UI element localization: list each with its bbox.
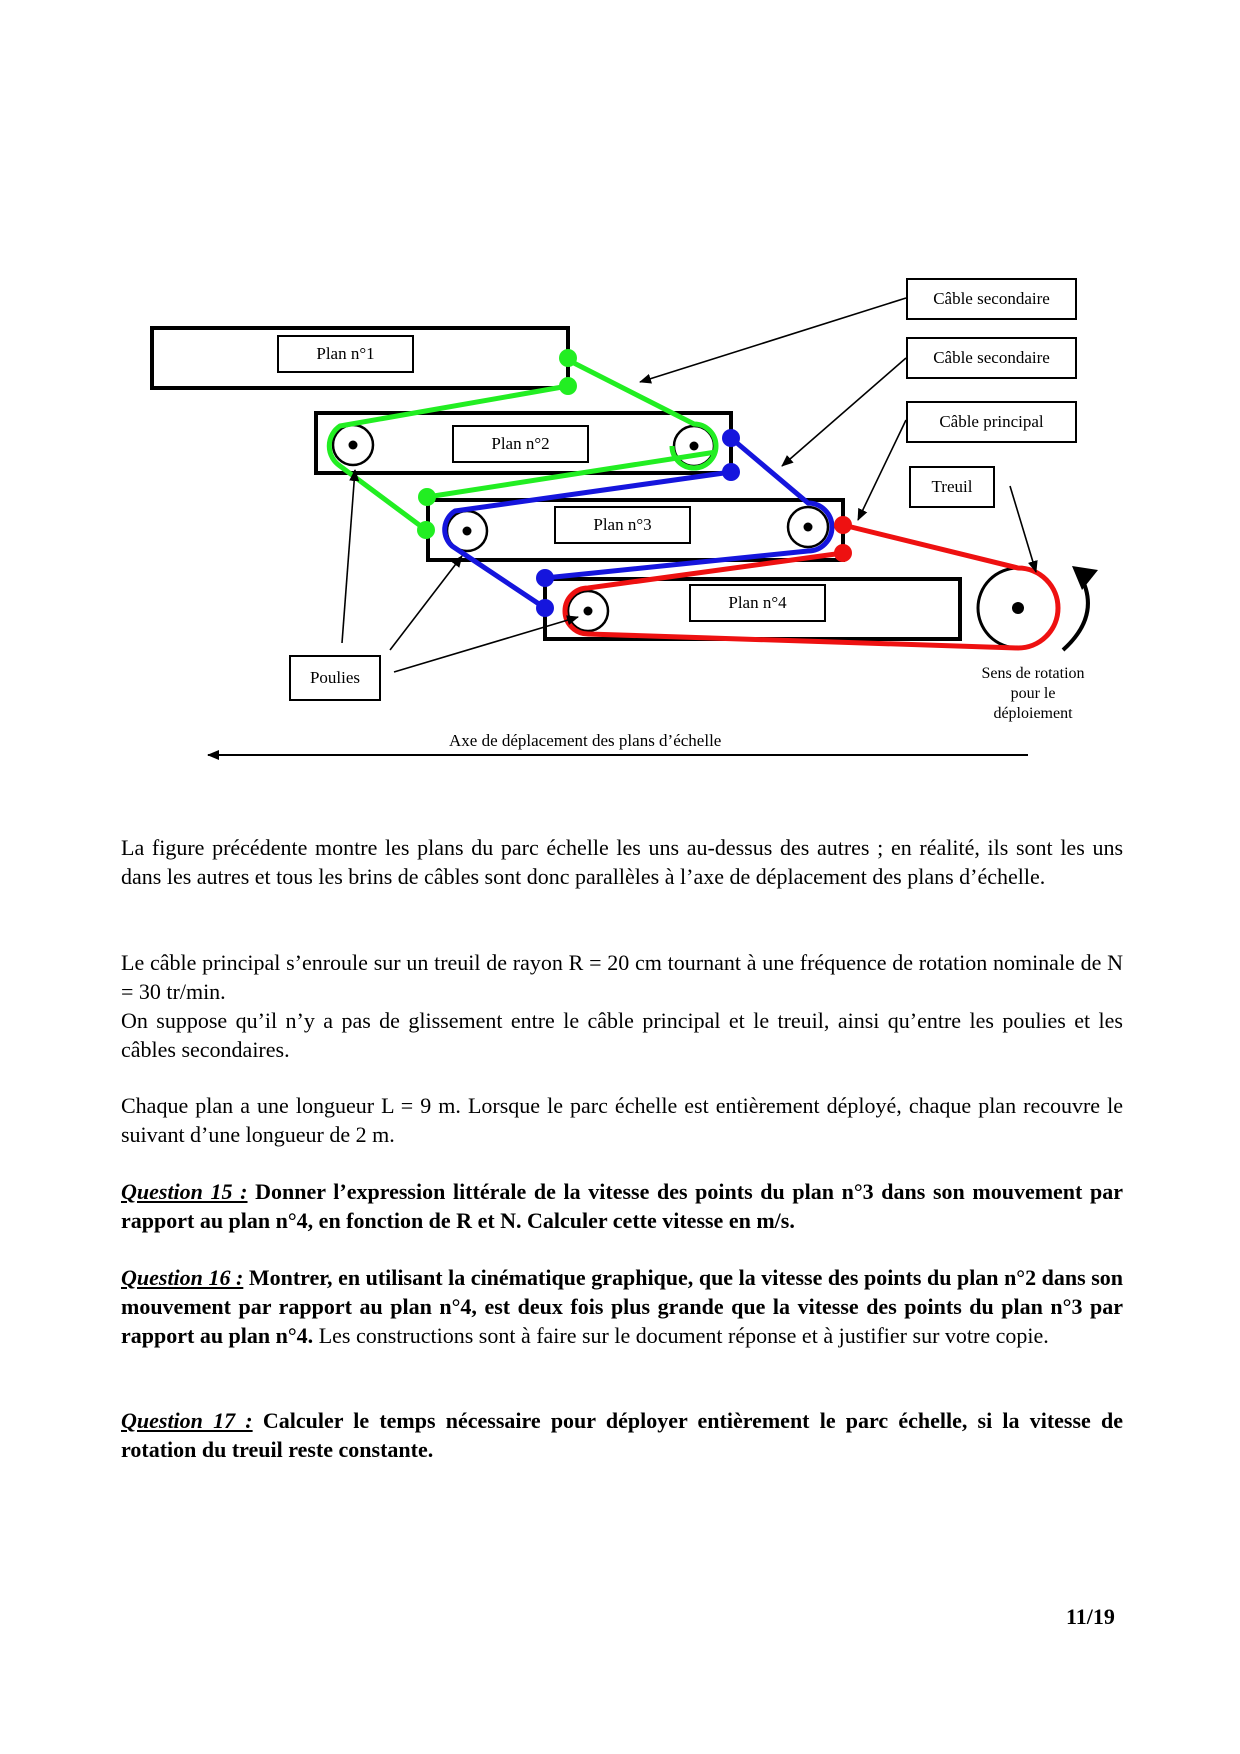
plan-1-label: Plan n°1 xyxy=(277,335,414,373)
question-17-text: Calculer le temps nécessaire pour déployer entièrement le parc échelle, si la vitesse de rotation du treuil reste constante. xyxy=(121,1408,1123,1462)
question-15-text: Donner l’expression littérale de la vitesse des points du plan n°3 dans son mouvement par rapport au plan n°4, en fonction de R et N. Calculer cette vitesse en m/s. xyxy=(121,1179,1123,1233)
leader-cable-principal xyxy=(858,420,906,520)
question-17 xyxy=(121,1406,1123,1464)
leader-cable-sec-1 xyxy=(640,298,906,382)
rotation-caption-line-1: Sens de rotation xyxy=(981,665,1085,682)
paragraph-2 xyxy=(121,948,1123,1064)
cable-secondaire-label-1: Câble secondaire xyxy=(906,278,1077,320)
paragraph-4 xyxy=(121,1091,1123,1149)
pulley-plan2-left xyxy=(333,425,373,465)
treuil-label: Treuil xyxy=(909,466,995,508)
question-15-label: Question 15 : xyxy=(121,1179,248,1204)
leader-poulies-1 xyxy=(342,470,355,643)
question-16-note: Les constructions sont à faire sur le document réponse et à justifier sur votre copie. xyxy=(318,1323,1049,1348)
cable-secondaire-label-2: Câble secondaire xyxy=(906,337,1077,379)
paragraph-2-text: Le câble principal s’enroule sur un treuil de rayon R = 20 cm tournant à une fréquence de rotation nominale de N = 30 tr/min. xyxy=(121,950,1123,1004)
poulies-label: Poulies xyxy=(289,655,381,701)
question-16-text: Montrer, en utilisant la cinématique graphique, que la vitesse des points du plan n°2 dans son mouvement par rapport au plan n°4, est deux fois plus grande que la vitesse des points du plan n°3 par rapport au plan n°4. xyxy=(121,1265,1123,1348)
paragraph-1 xyxy=(121,833,1123,891)
paragraph-3-text: On suppose qu’il n’y a pas de glissement entre le câble principal et le treuil, ainsi qu’entre les poulies et les câbles secondaires. xyxy=(121,1008,1123,1062)
question-16 xyxy=(121,1263,1123,1350)
plan-2-label: Plan n°2 xyxy=(452,425,589,463)
pulley-plan3-right xyxy=(788,507,828,547)
page-number: 11/19 xyxy=(1066,1604,1115,1629)
question-15 xyxy=(121,1177,1123,1235)
leader-poulies-2 xyxy=(390,556,462,650)
leader-treuil xyxy=(1010,486,1036,572)
rotation-caption-line-2: pour le xyxy=(1010,685,1056,702)
paragraph-1-text: La figure précédente montre les plans du parc échelle les uns au-dessus des autres ; en réalité, ils sont les uns dans les autres et tous les brins de câbles sont donc parallèles à l’axe de déplacement des plans d’échelle. xyxy=(121,835,1123,889)
pulley-plan4-left xyxy=(568,591,608,631)
ladder-diagram xyxy=(0,0,1240,770)
question-16-label: Question 16 : xyxy=(121,1265,244,1290)
plan-4-label: Plan n°4 xyxy=(689,584,826,622)
question-17-label: Question 17 : xyxy=(121,1408,253,1433)
rotation-caption xyxy=(960,664,1106,724)
axis-label: Axe de déplacement des plans d’échelle xyxy=(449,731,722,750)
paragraph-4-text: Chaque plan a une longueur L = 9 m. Lorsque le parc échelle est entièrement déployé, chaque plan recouvre le suivant d’une longueur de 2 m. xyxy=(121,1093,1123,1147)
leader-poulies-3 xyxy=(394,617,578,672)
plan-3-label: Plan n°3 xyxy=(554,506,691,544)
cable-principal-label: Câble principal xyxy=(906,401,1077,443)
leader-cable-sec-2 xyxy=(782,358,906,466)
rotation-caption-line-3: déploiement xyxy=(993,705,1073,722)
